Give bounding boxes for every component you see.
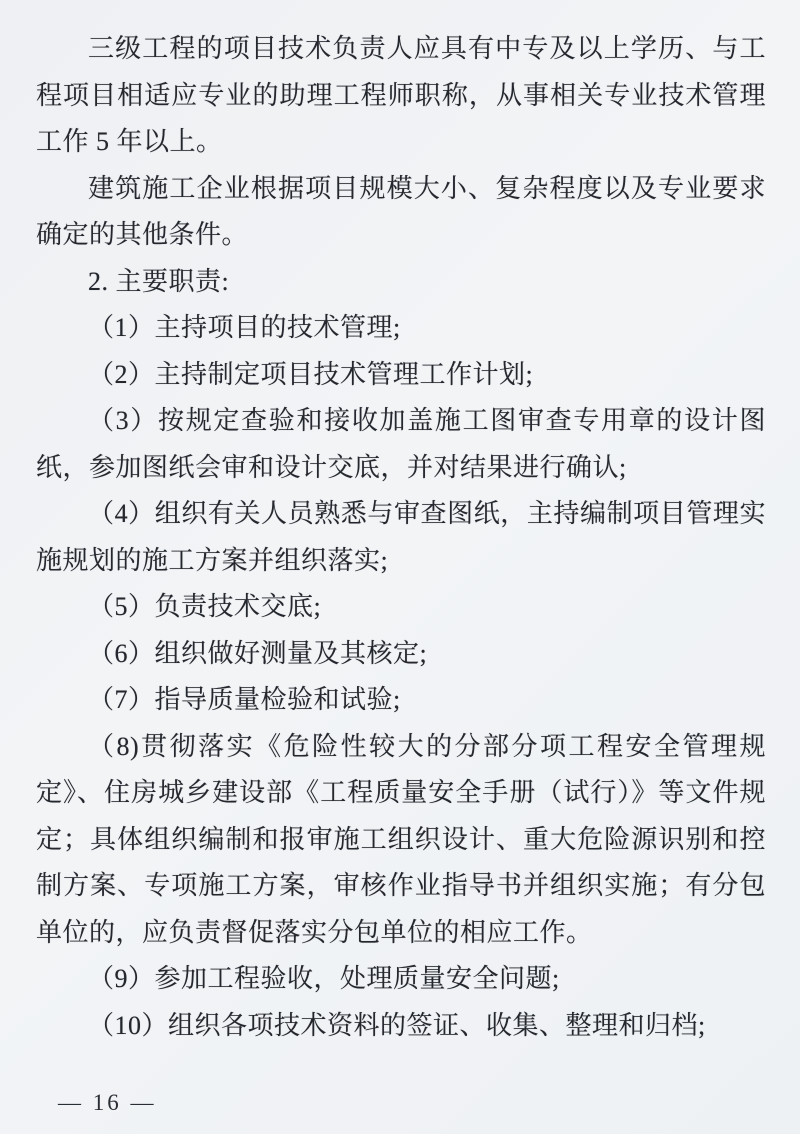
duty-item-7: （7）指导质量检验和试验; bbox=[88, 685, 401, 714]
page-number: — 16 — bbox=[58, 1090, 157, 1115]
paragraph-qualification: 三级工程的项目技术负责人应具有中专及以上学历、与工程项目相适应专业的助理工程师职称，从事相关专业技术管理工作 5 年以上。 bbox=[36, 34, 766, 156]
duty-item-3: （3）按规定查验和接收加盖施工图审查专用章的设计图纸，参加图纸会审和设计交底，并对结果进行确认; bbox=[36, 406, 766, 482]
paragraph-other-conditions: 建筑施工企业根据项目规模大小、复杂程度以及专业要求确定的其他条件。 bbox=[36, 173, 766, 249]
duty-item-1: （1）主持项目的技术管理; bbox=[88, 313, 401, 342]
duty-item-5: （5）负责技术交底; bbox=[88, 592, 322, 621]
duty-item-9: （9）参加工程验收，处理质量安全问题; bbox=[88, 964, 560, 993]
duty-item-4: （4）组织有关人员熟悉与审查图纸，主持编制项目管理实施规划的施工方案并组织落实; bbox=[36, 499, 766, 575]
duty-item-10: （10）组织各项技术资料的签证、收集、整理和归档; bbox=[88, 1010, 706, 1040]
duty-item-8: （8)贯彻落实《危险性较大的分部分项工程安全管理规定》、住房城乡建设部《工程质量安全手册（试行）》等文件规定；具体组织编制和报审施工组织设计、重大危险源识别和控制方案、专项施工方案，审核作业指导书并组织实施；有分包单位的，应负责督促落实分包单位的相应工作。 bbox=[36, 731, 766, 947]
duty-item-6: （6）组织做好测量及其核定; bbox=[88, 638, 428, 668]
duty-item-2: （2）主持制定项目技术管理工作计划; bbox=[88, 359, 534, 389]
document-body bbox=[36, 26, 766, 1049]
heading-main-duties: 2. 主要职责: bbox=[88, 266, 230, 296]
